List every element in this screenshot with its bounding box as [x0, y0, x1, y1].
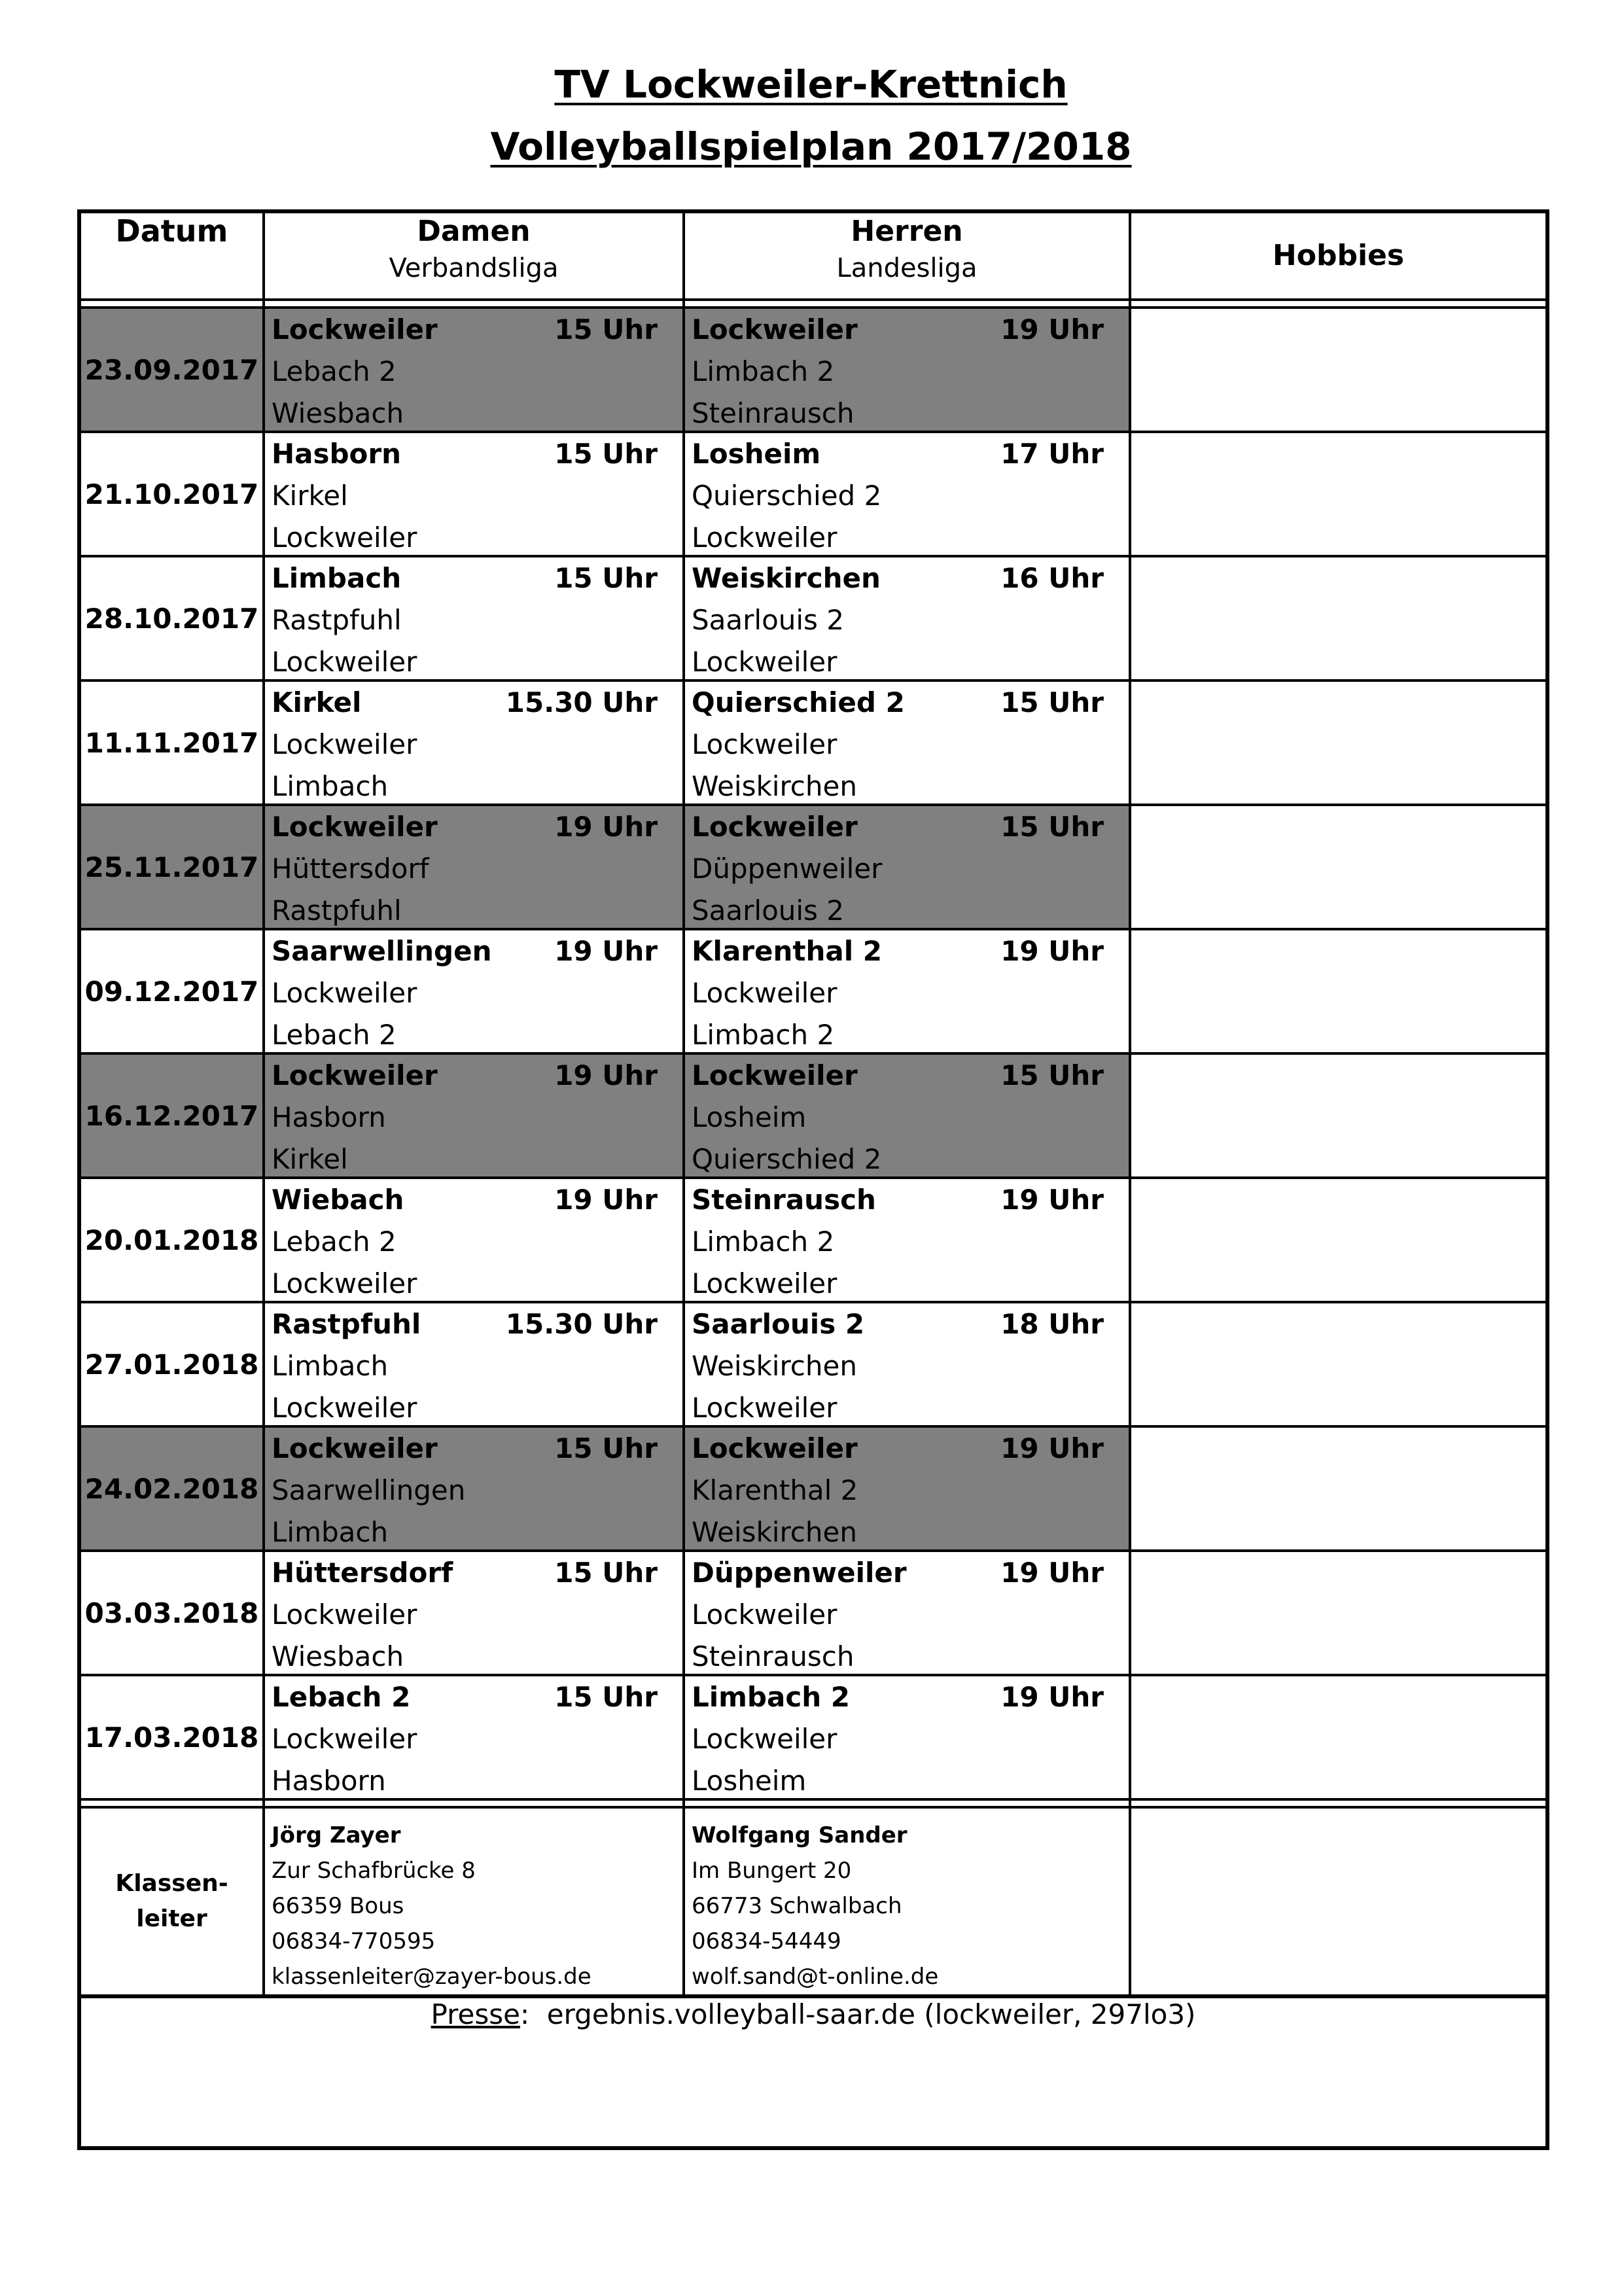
- damen-team-2: Lockweiler: [272, 521, 417, 554]
- damen-match-cell: [264, 805, 684, 929]
- herren-match-time: 19 Uhr: [1000, 935, 1104, 967]
- presse-cell: [79, 1996, 1547, 2148]
- damen-match-cell: [264, 308, 684, 432]
- damen-match-cell: [264, 432, 684, 556]
- herren-host-team: Lockweiler: [692, 1059, 858, 1091]
- damen-host-team: Hüttersdorf: [272, 1557, 453, 1589]
- herren-match: [685, 1428, 1129, 1549]
- herren-match-cell: [684, 1178, 1130, 1302]
- herren-match-cell: [684, 680, 1130, 805]
- klassenleiter-label-2: leiter: [136, 1905, 207, 1932]
- damen-match: [265, 1676, 682, 1798]
- herren-klassenleiter-phone: 06834-54449: [692, 1928, 841, 1954]
- hobbies-cell: [1130, 1675, 1547, 1799]
- herren-team-2: Lockweiler: [692, 1392, 837, 1424]
- damen-match-time: 15 Uhr: [554, 1432, 658, 1464]
- damen-host-team: Saarwellingen: [272, 935, 492, 967]
- hobbies-cell: [1130, 1178, 1547, 1302]
- hobbies-cell: [1130, 1551, 1547, 1675]
- klassenleiter-row: [79, 1807, 1547, 1996]
- damen-team-2: Lockweiler: [272, 646, 417, 678]
- damen-team-2: Lockweiler: [272, 1267, 417, 1299]
- herren-team-1: Düppenweiler: [692, 853, 883, 885]
- damen-match-cell: [264, 556, 684, 680]
- hobbies-cell: [1130, 556, 1547, 680]
- herren-team-1: Weiskirchen: [692, 1350, 857, 1382]
- herren-team-2: Weiskirchen: [692, 770, 857, 802]
- herren-match-cell: [684, 1426, 1130, 1551]
- match-date: 23.09.2017: [79, 308, 264, 432]
- damen-host-team: Hasborn: [272, 438, 402, 470]
- damen-match: [265, 930, 682, 1052]
- header-hobbies: Hobbies: [1130, 211, 1547, 300]
- damen-team-2: Hasborn: [272, 1765, 386, 1797]
- herren-team-2: Losheim: [692, 1765, 807, 1797]
- damen-team-1: Lockweiler: [272, 977, 417, 1009]
- damen-team-2: Lockweiler: [272, 1392, 417, 1424]
- header-damen-label: Damen: [417, 215, 531, 248]
- damen-match-cell: [264, 1302, 684, 1426]
- table-row: [79, 1675, 1547, 1799]
- damen-match-time: 19 Uhr: [554, 935, 658, 967]
- damen-klassenleiter-street: Zur Schafbrücke 8: [272, 1858, 476, 1884]
- damen-host-team: Kirkel: [272, 686, 362, 718]
- hobbies-cell: [1130, 308, 1547, 432]
- herren-match: [685, 806, 1129, 928]
- match-date: 20.01.2018: [79, 1178, 264, 1302]
- herren-match: [685, 557, 1129, 679]
- herren-host-team: Düppenweiler: [692, 1557, 907, 1589]
- damen-match-time: 15 Uhr: [554, 1557, 658, 1589]
- herren-match-time: 18 Uhr: [1000, 1308, 1104, 1340]
- herren-team-1: Limbach 2: [692, 1226, 835, 1258]
- herren-match: [685, 1676, 1129, 1798]
- herren-team-2: Lockweiler: [692, 521, 837, 554]
- damen-match: [265, 806, 682, 928]
- herren-klassenleiter-city: 66773 Schwalbach: [692, 1893, 902, 1919]
- herren-team-1: Klarenthal 2: [692, 1474, 858, 1506]
- herren-match: [685, 309, 1129, 431]
- herren-match: [685, 1552, 1129, 1674]
- damen-host-team: Lebach 2: [272, 1681, 411, 1713]
- herren-match-cell: [684, 805, 1130, 929]
- schedule-table: [77, 209, 1549, 2150]
- damen-klassenleiter-phone: 06834-770595: [272, 1928, 436, 1954]
- damen-team-2: Kirkel: [272, 1143, 348, 1175]
- damen-team-2: Wiesbach: [272, 397, 404, 429]
- herren-team-1: Quierschied 2: [692, 480, 882, 512]
- table-row: [79, 1426, 1547, 1551]
- hobbies-cell: [1130, 1053, 1547, 1178]
- herren-team-2: Steinrausch: [692, 397, 855, 429]
- damen-host-team: Rastpfuhl: [272, 1308, 421, 1340]
- damen-match-time: 15.30 Uhr: [505, 686, 658, 718]
- herren-match-time: 19 Uhr: [1000, 1432, 1104, 1464]
- damen-host-team: Lockweiler: [272, 811, 438, 843]
- herren-klassenleiter-street: Im Bungert 20: [692, 1858, 852, 1884]
- damen-team-2: Limbach: [272, 770, 389, 802]
- match-date: 28.10.2017: [79, 556, 264, 680]
- match-date: 27.01.2018: [79, 1302, 264, 1426]
- herren-match-cell: [684, 1675, 1130, 1799]
- damen-match: [265, 557, 682, 679]
- herren-match: [685, 433, 1129, 555]
- herren-match: [685, 930, 1129, 1052]
- herren-match-time: 19 Uhr: [1000, 1184, 1104, 1216]
- herren-host-team: Saarlouis 2: [692, 1308, 865, 1340]
- herren-match-cell: [684, 1551, 1130, 1675]
- damen-match-cell: [264, 680, 684, 805]
- table-row: [79, 556, 1547, 680]
- damen-match-time: 15 Uhr: [554, 562, 658, 594]
- table-row: [79, 1302, 1547, 1426]
- damen-match-cell: [264, 1551, 684, 1675]
- herren-host-team: Limbach 2: [692, 1681, 850, 1713]
- herren-match-time: 15 Uhr: [1000, 686, 1104, 718]
- damen-klassenleiter-city: 66359 Bous: [272, 1893, 404, 1919]
- header-herren: [684, 211, 1130, 300]
- herren-match-time: 16 Uhr: [1000, 562, 1104, 594]
- damen-match-cell: [264, 929, 684, 1053]
- match-date: 11.11.2017: [79, 680, 264, 805]
- table-row: [79, 680, 1547, 805]
- herren-match-time: 19 Uhr: [1000, 1557, 1104, 1589]
- herren-match: [685, 1303, 1129, 1425]
- table-row: [79, 1178, 1547, 1302]
- herren-klassenleiter-name: Wolfgang Sander: [692, 1822, 908, 1848]
- herren-match: [685, 1055, 1129, 1176]
- match-date: 03.03.2018: [79, 1551, 264, 1675]
- damen-host-team: Limbach: [272, 562, 402, 594]
- presse-row: [79, 1996, 1547, 2148]
- herren-klassenleiter-email: wolf.sand@t-online.de: [692, 1964, 939, 1990]
- damen-team-1: Lockweiler: [272, 1598, 417, 1631]
- hobbies-cell: [1130, 805, 1547, 929]
- damen-klassenleiter-name: Jörg Zayer: [272, 1822, 401, 1848]
- herren-match-time: 17 Uhr: [1000, 438, 1104, 470]
- header-herren-league: Landesliga: [836, 253, 978, 283]
- hobbies-cell: [1130, 1302, 1547, 1426]
- damen-team-2: Limbach: [272, 1516, 389, 1548]
- herren-team-2: Saarlouis 2: [692, 894, 845, 927]
- damen-match: [265, 1055, 682, 1176]
- match-date: 25.11.2017: [79, 805, 264, 929]
- herren-host-team: Quierschied 2: [692, 686, 905, 718]
- herren-team-1: Lockweiler: [692, 1723, 837, 1755]
- damen-team-1: Lebach 2: [272, 1226, 397, 1258]
- herren-match-time: 15 Uhr: [1000, 811, 1104, 843]
- herren-host-team: Losheim: [692, 438, 821, 470]
- table-row: [79, 929, 1547, 1053]
- match-date: 16.12.2017: [79, 1053, 264, 1178]
- herren-team-1: Lockweiler: [692, 977, 837, 1009]
- damen-match-cell: [264, 1053, 684, 1178]
- herren-team-2: Steinrausch: [692, 1640, 855, 1672]
- klassenleiter-label-1: Klassen-: [115, 1870, 228, 1897]
- herren-match-cell: [684, 1302, 1130, 1426]
- damen-team-1: Limbach: [272, 1350, 389, 1382]
- herren-team-1: Lockweiler: [692, 1598, 837, 1631]
- hobbies-klassenleiter-cell: [1130, 1807, 1547, 1996]
- damen-match-time: 15.30 Uhr: [505, 1308, 658, 1340]
- damen-host-team: Lockweiler: [272, 1432, 438, 1464]
- herren-match-time: 19 Uhr: [1000, 313, 1104, 345]
- header-damen: [264, 211, 684, 300]
- herren-match-time: 19 Uhr: [1000, 1681, 1104, 1713]
- table-row: [79, 308, 1547, 432]
- damen-match: [265, 1552, 682, 1674]
- damen-match: [265, 682, 682, 804]
- match-date: 21.10.2017: [79, 432, 264, 556]
- header-datum: Datum: [79, 211, 264, 300]
- document-subtitle: Volleyballspielplan 2017/2018: [490, 124, 1132, 169]
- damen-team-1: Saarwellingen: [272, 1474, 466, 1506]
- herren-match: [685, 682, 1129, 804]
- damen-match-time: 15 Uhr: [554, 1681, 658, 1713]
- damen-host-team: Wiebach: [272, 1184, 404, 1216]
- table-row: [79, 805, 1547, 929]
- table-row: [79, 1053, 1547, 1178]
- herren-team-2: Lockweiler: [692, 646, 837, 678]
- document-title: TV Lockweiler-Krettnich: [554, 62, 1068, 107]
- damen-match: [265, 1303, 682, 1425]
- header-separator: [79, 300, 1547, 308]
- damen-host-team: Lockweiler: [272, 1059, 438, 1091]
- hobbies-cell: [1130, 1426, 1547, 1551]
- herren-team-2: Limbach 2: [692, 1019, 835, 1051]
- damen-match: [265, 1428, 682, 1549]
- damen-klassenleiter-email: klassenleiter@zayer-bous.de: [272, 1964, 591, 1990]
- herren-host-team: Klarenthal 2: [692, 935, 882, 967]
- header-damen-league: Verbandsliga: [389, 253, 559, 283]
- damen-team-1: Rastpfuhl: [272, 604, 402, 636]
- damen-team-1: Lockweiler: [272, 728, 417, 760]
- damen-klassenleiter: [264, 1807, 684, 1996]
- damen-team-1: Hüttersdorf: [272, 853, 429, 885]
- damen-team-2: Wiesbach: [272, 1640, 404, 1672]
- damen-team-2: Rastpfuhl: [272, 894, 402, 927]
- table-row: [79, 432, 1547, 556]
- herren-klassenleiter: [684, 1807, 1130, 1996]
- damen-team-1: Kirkel: [272, 480, 348, 512]
- damen-match-time: 19 Uhr: [554, 1059, 658, 1091]
- hobbies-cell: [1130, 929, 1547, 1053]
- damen-team-2: Lebach 2: [272, 1019, 397, 1051]
- herren-host-team: Lockweiler: [692, 313, 858, 345]
- klassenleiter-label-cell: [79, 1807, 264, 1996]
- match-date: 09.12.2017: [79, 929, 264, 1053]
- header-herren-label: Herren: [851, 215, 963, 248]
- herren-host-team: Lockweiler: [692, 811, 858, 843]
- match-date: 24.02.2018: [79, 1426, 264, 1551]
- herren-match-time: 15 Uhr: [1000, 1059, 1104, 1091]
- damen-match-time: 15 Uhr: [554, 438, 658, 470]
- herren-match-cell: [684, 929, 1130, 1053]
- herren-team-1: Limbach 2: [692, 355, 835, 387]
- damen-match: [265, 1179, 682, 1301]
- hobbies-cell: [1130, 432, 1547, 556]
- damen-match-time: 15 Uhr: [554, 313, 658, 345]
- herren-match-cell: [684, 1053, 1130, 1178]
- damen-match: [265, 309, 682, 431]
- damen-match-time: 19 Uhr: [554, 811, 658, 843]
- damen-match-time: 19 Uhr: [554, 1184, 658, 1216]
- presse-text: ergebnis.volleyball-saar.de (lockweiler, 297lo3): [546, 1998, 1196, 2030]
- table-row: [79, 1551, 1547, 1675]
- herren-team-2: Weiskirchen: [692, 1516, 857, 1548]
- damen-match-cell: [264, 1675, 684, 1799]
- herren-match-cell: [684, 308, 1130, 432]
- herren-team-1: Losheim: [692, 1101, 807, 1133]
- herren-match-cell: [684, 432, 1130, 556]
- herren-match: [685, 1179, 1129, 1301]
- presse-colon: :: [520, 1998, 530, 2030]
- match-date: 17.03.2018: [79, 1675, 264, 1799]
- damen-host-team: Lockweiler: [272, 313, 438, 345]
- hobbies-cell: [1130, 680, 1547, 805]
- herren-team-2: Lockweiler: [692, 1267, 837, 1299]
- table-header-row: [79, 211, 1547, 300]
- damen-team-1: Lebach 2: [272, 355, 397, 387]
- herren-team-1: Lockweiler: [692, 728, 837, 760]
- damen-match-cell: [264, 1178, 684, 1302]
- herren-host-team: Weiskirchen: [692, 562, 881, 594]
- herren-team-2: Quierschied 2: [692, 1143, 882, 1175]
- herren-match-cell: [684, 556, 1130, 680]
- herren-host-team: Lockweiler: [692, 1432, 858, 1464]
- herren-host-team: Steinrausch: [692, 1184, 876, 1216]
- damen-team-1: Hasborn: [272, 1101, 386, 1133]
- herren-team-1: Saarlouis 2: [692, 604, 845, 636]
- presse-label: Presse: [431, 1998, 520, 2030]
- damen-match: [265, 433, 682, 555]
- damen-team-1: Lockweiler: [272, 1723, 417, 1755]
- damen-match-cell: [264, 1426, 684, 1551]
